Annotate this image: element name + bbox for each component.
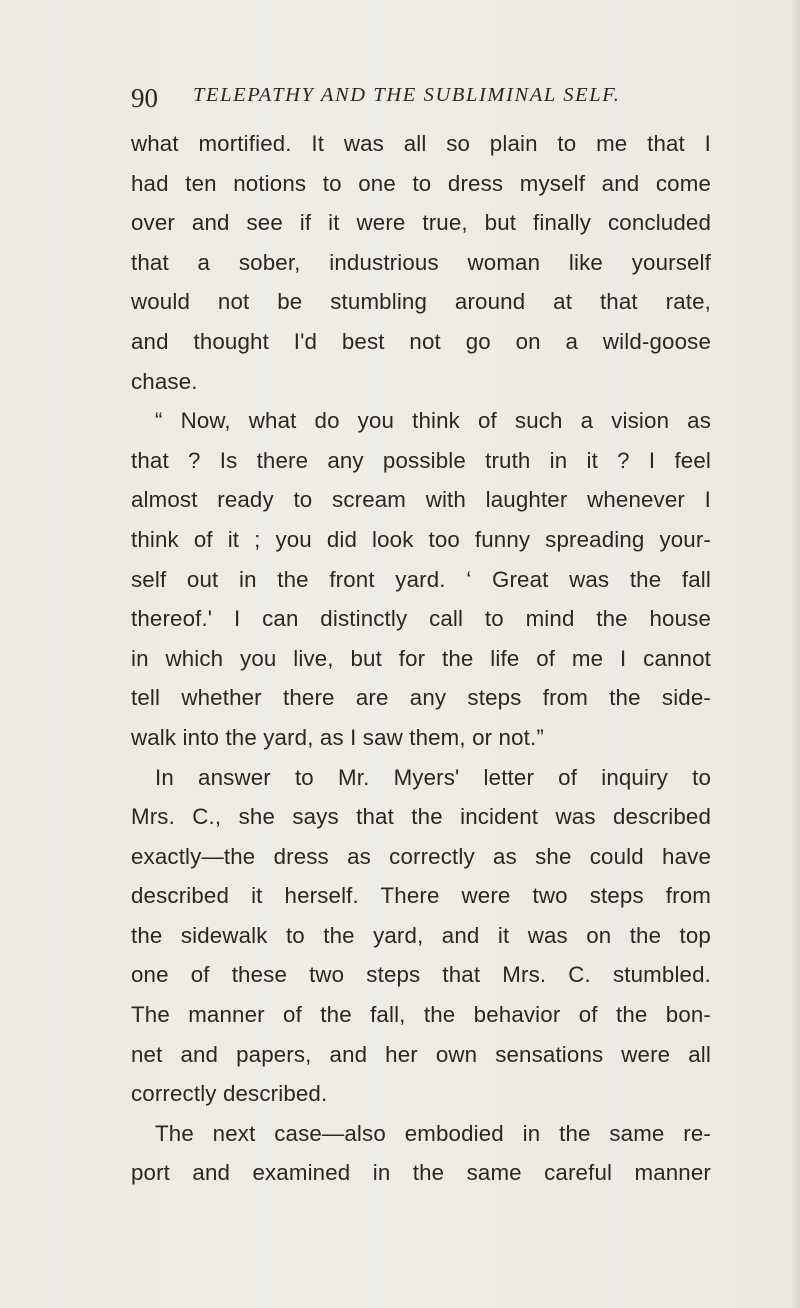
text-line: would not be stumbling around at that rate, <box>131 289 711 315</box>
text-line: described it herself. There were two steps from <box>131 883 711 909</box>
text-line: the sidewalk to the yard, and it was on the top <box>131 922 711 948</box>
text-line: port and examined in the same careful manner <box>131 1160 711 1186</box>
text-line: correctly described. <box>131 1081 328 1107</box>
body-text <box>131 124 711 1193</box>
text-line: The manner of the fall, the behavior of the bon- <box>131 1002 711 1028</box>
text-line: In answer to Mr. Myers' letter of inquiry to <box>155 764 711 790</box>
text-line: self out in the front yard. ‘ Great was the fall <box>131 566 711 592</box>
text-line: chase. <box>131 368 198 394</box>
text-line: over and see if it were true, but finally concluded <box>131 210 711 236</box>
text-line: tell whether there are any steps from the side- <box>131 685 711 711</box>
page-number: 90 <box>131 83 158 113</box>
text-line: almost ready to scream with laughter whenever I <box>131 487 711 513</box>
text-line: in which you live, but for the life of me I cannot <box>131 645 711 671</box>
text-line: that a sober, industrious woman like yourself <box>131 249 711 275</box>
text-line: net and papers, and her own sensations were all <box>131 1041 711 1067</box>
running-title: TELEPATHY AND THE SUBLIMINAL SELF. <box>193 84 621 106</box>
text-line: thereof.' I can distinctly call to mind the house <box>131 606 711 632</box>
text-line: what mortified. It was all so plain to me that I <box>131 131 711 156</box>
text-line: that ? Is there any possible truth in it ? I feel <box>131 447 711 473</box>
text-line: walk into the yard, as I saw them, or not.” <box>131 724 544 750</box>
running-head <box>131 80 711 120</box>
text-line: The next case—also embodied in the same re- <box>155 1120 711 1146</box>
text-line: one of these two steps that Mrs. C. stumbled. <box>131 962 711 988</box>
text-line: had ten notions to one to dress myself and come <box>131 170 711 196</box>
text-line: think of it ; you did look too funny spreading your- <box>131 526 711 552</box>
text-line: Mrs. C., she says that the incident was described <box>131 804 711 830</box>
text-line: “ Now, what do you think of such a vision as <box>155 408 711 434</box>
text-line: and thought I'd best not go on a wild-goose <box>131 328 711 354</box>
page-edge-shadow <box>790 0 800 1308</box>
text-line: exactly—the dress as correctly as she could have <box>131 843 711 869</box>
